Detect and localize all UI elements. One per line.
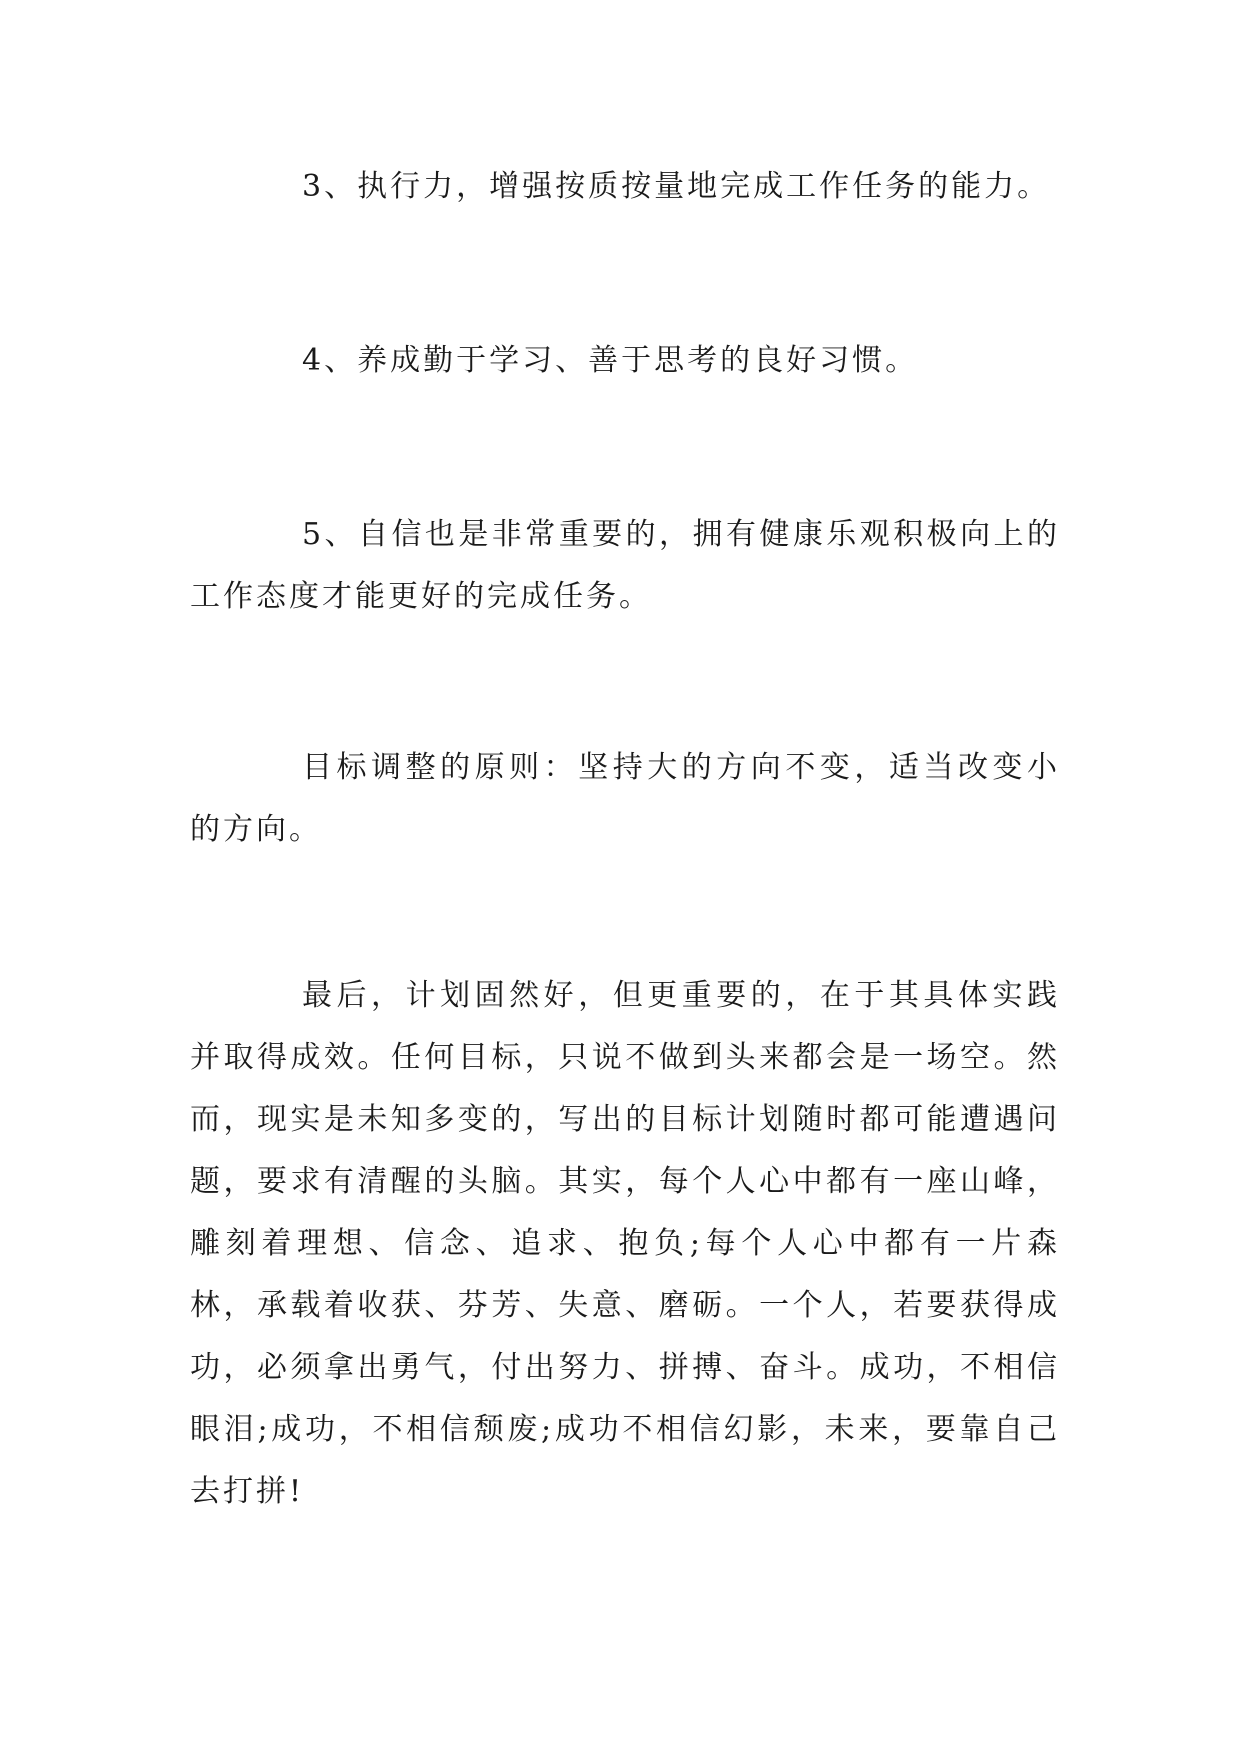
paragraph-goal-adjustment: 目标调整的原则：坚持大的方向不变，适当改变小的方向。 — [190, 750, 1060, 847]
paragraph-study-habits: 4、养成勤于学习、善于思考的良好习惯。 — [302, 343, 919, 378]
paragraph-execution: 3、执行力，增强按质按量地完成工作任务的能力。 — [302, 169, 1051, 204]
paragraph-confidence: 5、自信也是非常重要的，拥有健康乐观积极向上的工作态度才能更好的完成任务。 — [190, 517, 1060, 614]
paragraph-conclusion: 最后，计划固然好，但更重要的，在于其具体实践并取得成效。任何目标，只说不做到头来都会是一场空。然而，现实是未知多变的，写出的目标计划随时都可能遭遇问题，要求有清醒的头脑。其实，每个人心中都有一座山峰，雕刻着理想、信念、追求、抱负;每个人心中都有一片森林，承载着收获、芬芳、失意、磨砺。一个人，若要获得成功，必须拿出勇气，付出努力、拼搏、奋斗。成功，不相信眼泪;成功，不相信颓废;成功不相信幻影，未来，要靠自己去打拼! — [190, 978, 1060, 1509]
